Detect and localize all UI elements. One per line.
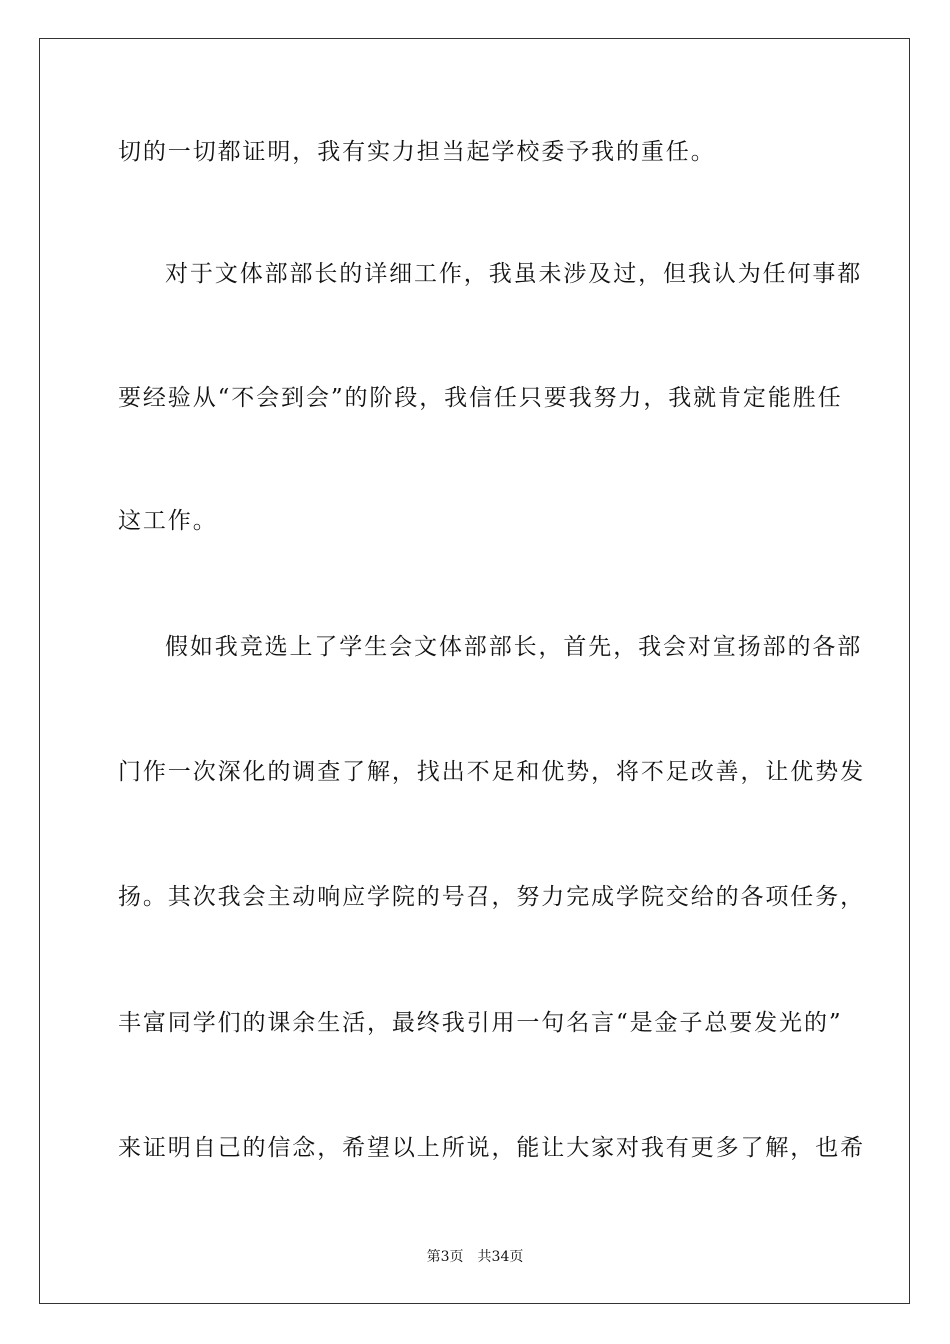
- page-footer: [0, 1247, 950, 1267]
- page-total: 共34页: [477, 1249, 524, 1265]
- page-number: 第3页: [426, 1249, 464, 1265]
- text-line: 要经验从“不会到会”的阶段，我信任只要我努力，我就肯定能胜任: [118, 385, 843, 411]
- text-line: 门作一次深化的调查了解，找出不足和优势，将不足改善，让优势发: [118, 759, 865, 785]
- text-line: 来证明自己的信念，希望以上所说，能让大家对我有更多了解，也希: [118, 1135, 865, 1161]
- text-line: 假如我竞选上了学生会文体部部长，首先，我会对宣扬部的各部: [165, 634, 863, 660]
- text-line: 丰富同学们的课余生活，最终我引用一句名言“是金子总要发光的”: [118, 1010, 843, 1036]
- text-line: 扬。其次我会主动响应学院的号召，努力完成学院交给的各项任务，: [118, 884, 865, 910]
- page-border: [39, 38, 910, 1304]
- text-line: 对于文体部部长的详细工作，我虽未涉及过，但我认为任何事都: [165, 261, 863, 287]
- text-line: 这工作。: [118, 508, 218, 534]
- text-line: 切的一切都证明，我有实力担当起学校委予我的重任。: [118, 139, 716, 165]
